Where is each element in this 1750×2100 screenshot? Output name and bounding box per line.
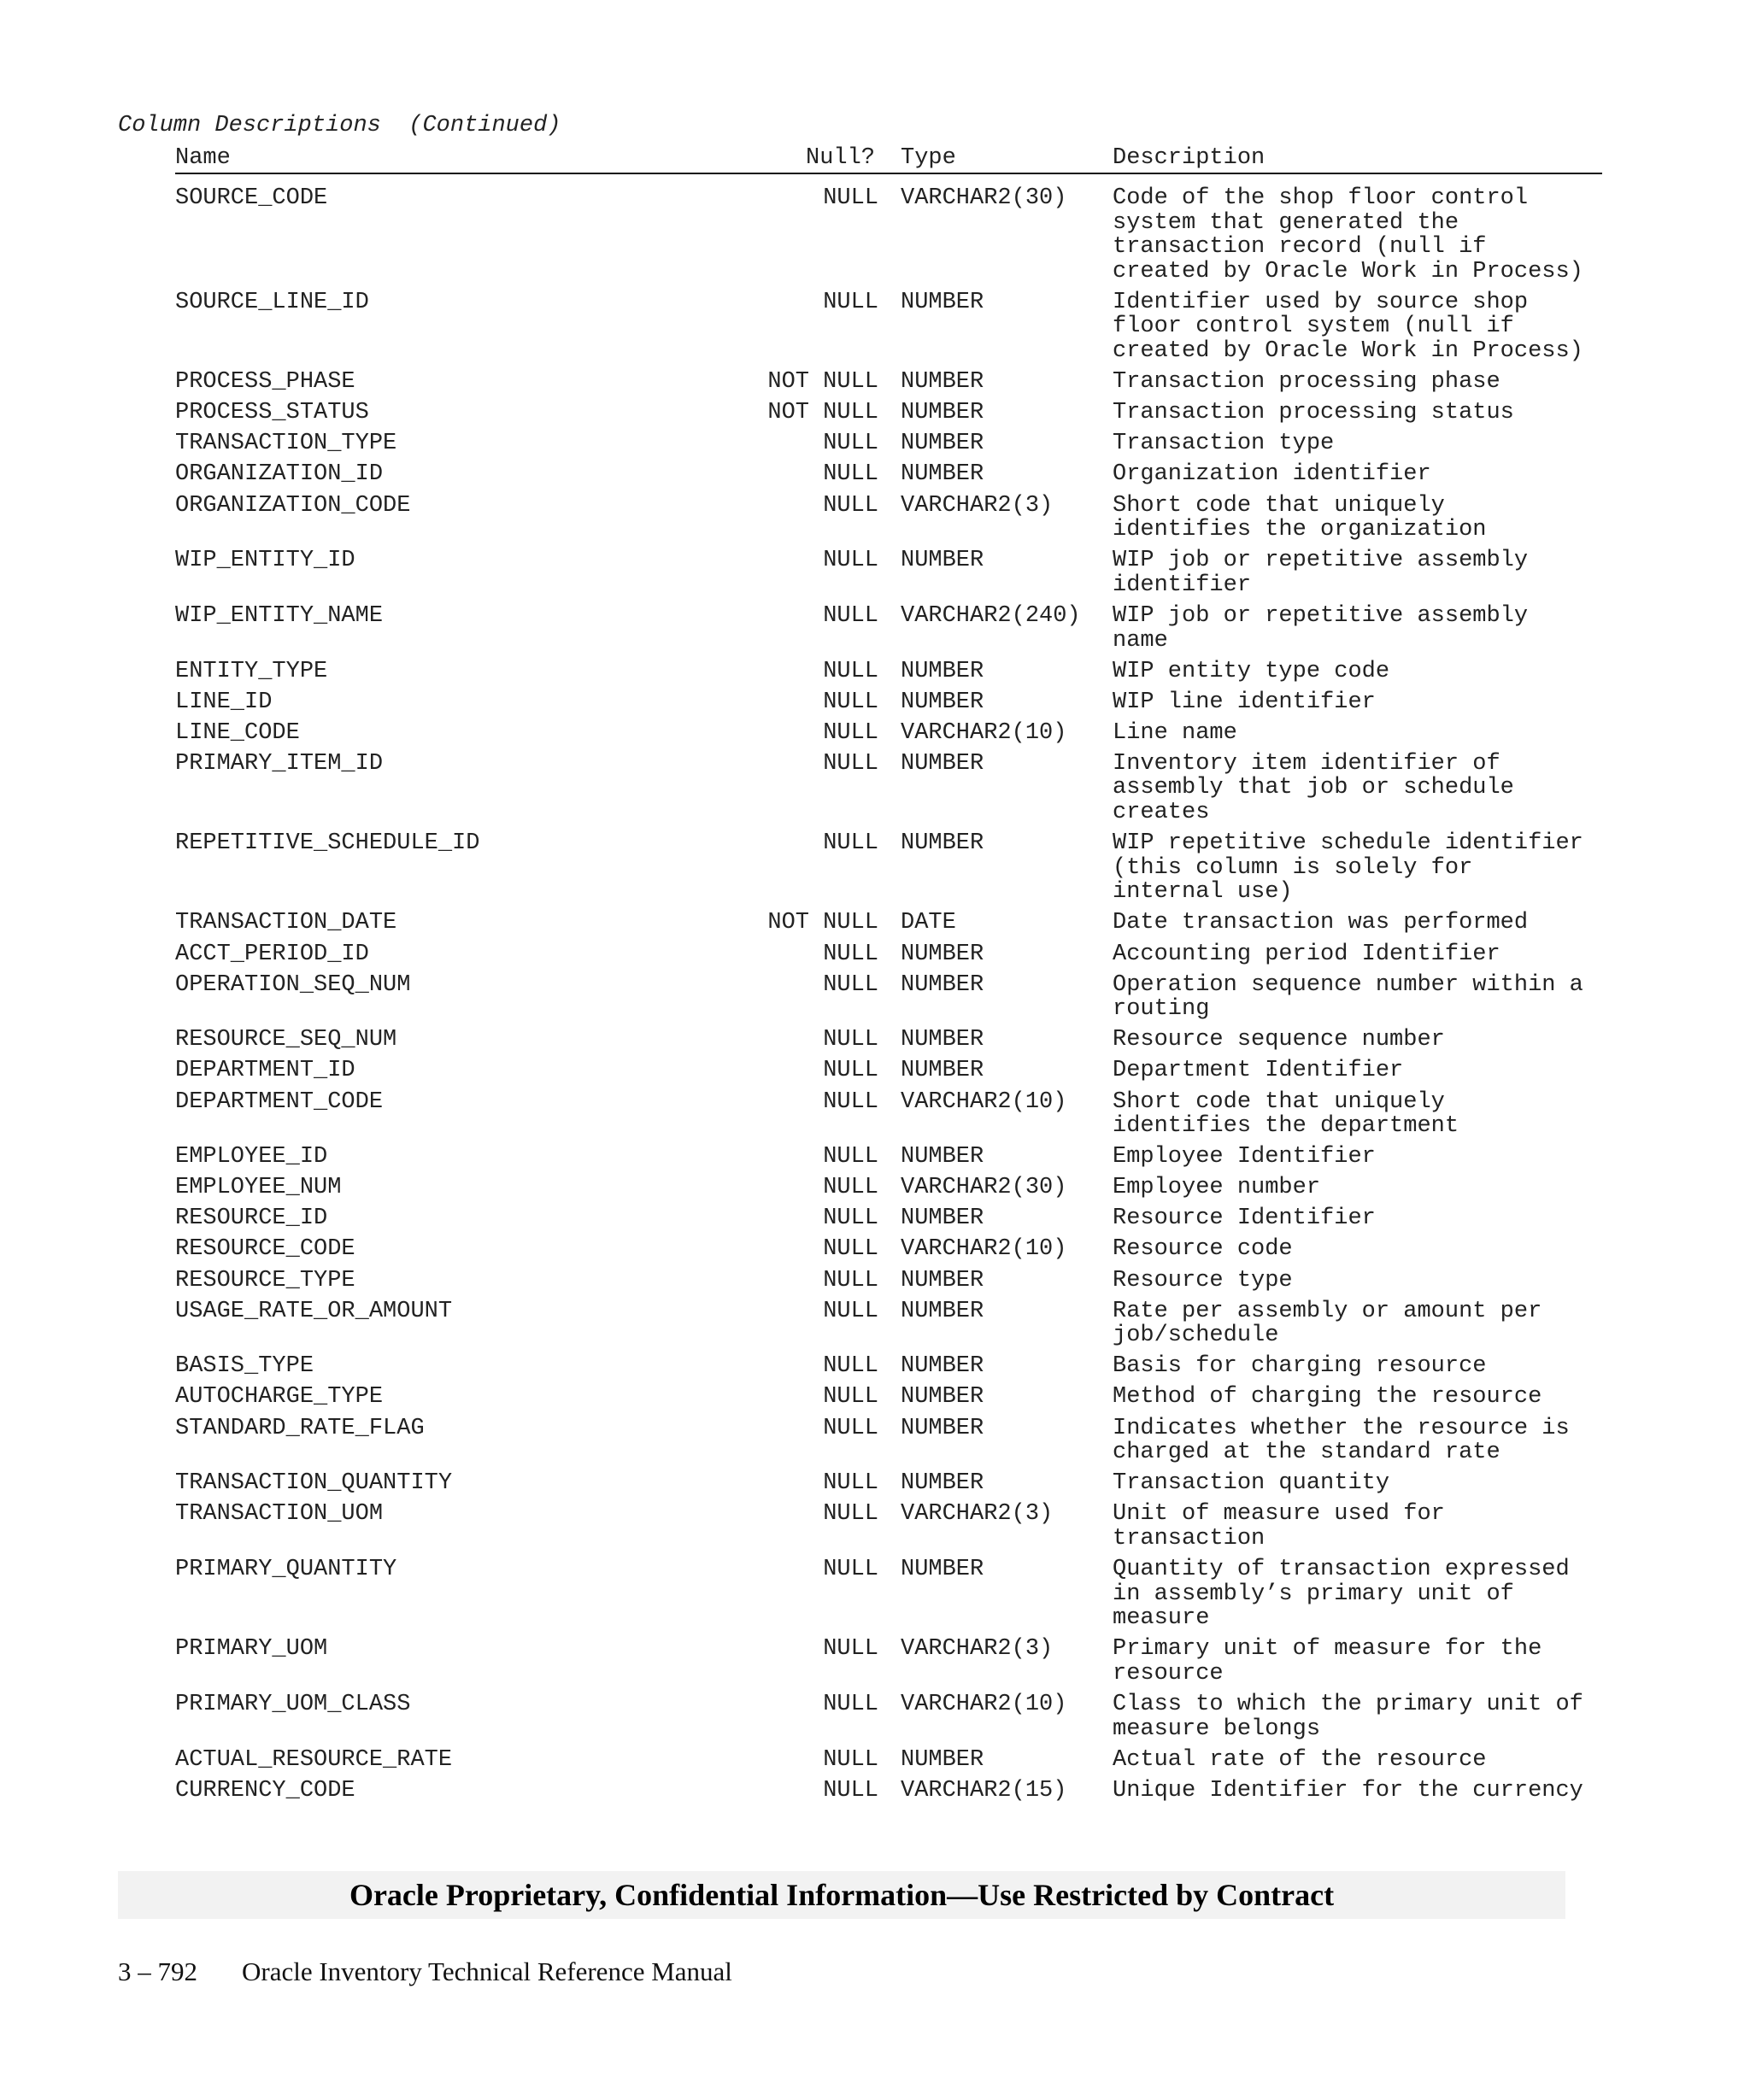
column-description: Class to which the primary unit of measure belongs (1113, 1691, 1583, 1742)
column-type: NUMBER (901, 1470, 984, 1497)
column-description: Line name (1113, 719, 1237, 746)
column-type: NUMBER (901, 1415, 984, 1441)
column-type: NUMBER (901, 1058, 984, 1084)
column-name: PRIMARY_UOM (175, 1636, 328, 1663)
column-name: WIP_ENTITY_ID (175, 548, 355, 574)
table-row (175, 690, 1602, 715)
column-name: EMPLOYEE_ID (175, 1144, 328, 1170)
column-description: Resource sequence number (1113, 1027, 1445, 1053)
null-constraint: NULL (823, 1691, 878, 1717)
column-description: WIP entity type code (1113, 658, 1390, 684)
column-description: Accounting period Identifier (1113, 941, 1500, 967)
column-name: RESOURCE_ID (175, 1205, 328, 1232)
column-type: NUMBER (901, 830, 984, 857)
column-description: Short code that uniquely identifies the organization (1113, 492, 1487, 543)
table-row (175, 1748, 1602, 1773)
table-row (175, 1779, 1602, 1804)
null-constraint: NULL (823, 1058, 878, 1084)
column-name: TRANSACTION_TYPE (175, 431, 397, 457)
column-name: OPERATION_SEQ_NUM (175, 971, 411, 998)
column-name: PROCESS_STATUS (175, 400, 369, 426)
column-type: NUMBER (901, 971, 984, 998)
null-constraint: NULL (823, 1027, 878, 1053)
column-type: NUMBER (901, 941, 984, 967)
column-description: Transaction processing status (1113, 400, 1514, 426)
null-constraint: NULL (823, 1501, 878, 1528)
column-type: NUMBER (901, 1298, 984, 1324)
column-name: ORGANIZATION_CODE (175, 492, 411, 519)
column-description: Resource code (1113, 1236, 1293, 1263)
column-type: VARCHAR2(10) (901, 1236, 1067, 1263)
table-row (175, 604, 1602, 653)
column-description: Unit of measure used for transaction (1113, 1501, 1445, 1552)
column-type: VARCHAR2(10) (901, 1088, 1067, 1115)
column-type: NUMBER (901, 548, 984, 574)
column-name: TRANSACTION_UOM (175, 1501, 384, 1528)
column-name: BASIS_TYPE (175, 1353, 314, 1380)
column-type: NUMBER (901, 1557, 984, 1582)
column-description: Code of the shop floor control system that generated the transaction record (null if created by Oracle Work in Process) (1113, 185, 1583, 284)
table-row (175, 1299, 1602, 1348)
column-description: Unique Identifier for the currency (1113, 1777, 1583, 1804)
column-type: NUMBER (901, 1205, 984, 1232)
null-constraint: NULL (823, 719, 878, 746)
table-row (175, 290, 1602, 364)
column-type: VARCHAR2(3) (901, 1636, 1054, 1663)
column-type: NUMBER (901, 289, 984, 315)
column-description: Resource type (1113, 1267, 1293, 1293)
null-constraint: NULL (823, 1777, 878, 1804)
column-name: TRANSACTION_DATE (175, 910, 397, 936)
null-constraint: NULL (823, 1557, 878, 1582)
table-row (175, 1269, 1602, 1293)
column-description: WIP job or repetitive assembly name (1113, 602, 1529, 654)
column-name: ORGANIZATION_ID (175, 461, 384, 488)
column-description: Employee number (1113, 1175, 1321, 1201)
table-row (175, 1692, 1602, 1741)
table-row (175, 401, 1602, 425)
column-type: DATE (901, 910, 956, 936)
null-constraint: NULL (823, 1746, 878, 1773)
null-constraint: NULL (823, 1353, 878, 1380)
column-description: Method of charging the resource (1113, 1384, 1542, 1411)
column-type: NUMBER (901, 1384, 984, 1411)
column-type: NUMBER (901, 369, 984, 396)
column-type: VARCHAR2(3) (901, 1501, 1054, 1528)
column-name: ACCT_PERIOD_ID (175, 941, 369, 967)
column-name: SOURCE_LINE_ID (175, 289, 369, 315)
table-row (175, 721, 1602, 746)
table-row (175, 831, 1602, 905)
column-description: Identifier used by source shop floor control system (null if created by Oracle Work in Process) (1113, 289, 1583, 365)
column-name: WIP_ENTITY_NAME (175, 602, 384, 629)
column-type: NUMBER (901, 658, 984, 684)
column-name: TRANSACTION_QUANTITY (175, 1470, 453, 1497)
table-row (175, 1028, 1602, 1053)
table-header (175, 145, 1602, 174)
null-constraint: NOT NULL (767, 910, 878, 936)
null-constraint: NULL (823, 289, 878, 315)
column-description: Department Identifier (1113, 1058, 1404, 1084)
table-row (175, 1557, 1602, 1631)
column-description: Inventory item identifier of assembly that job or schedule creates (1113, 750, 1514, 826)
column-type: NUMBER (901, 400, 984, 426)
column-description: Indicates whether the resource is charged at the standard rate (1113, 1415, 1570, 1466)
null-constraint: NOT NULL (767, 369, 878, 396)
table-row (175, 186, 1602, 284)
column-name: ENTITY_TYPE (175, 658, 328, 684)
null-constraint: NULL (823, 1144, 878, 1170)
page-number: 3 – 792 (118, 1956, 197, 1986)
table-row (175, 1637, 1602, 1686)
column-name: RESOURCE_TYPE (175, 1267, 355, 1293)
page-footer (118, 1956, 732, 1987)
null-constraint: NULL (823, 1298, 878, 1324)
column-description: Short code that uniquely identifies the department (1113, 1088, 1459, 1140)
table-row (175, 942, 1602, 967)
null-constraint: NULL (823, 185, 878, 211)
manual-title: Oracle Inventory Technical Reference Manual (242, 1956, 732, 1986)
column-name: RESOURCE_SEQ_NUM (175, 1027, 397, 1053)
column-name: DEPARTMENT_CODE (175, 1088, 384, 1115)
column-type: VARCHAR2(240) (901, 602, 1081, 629)
null-constraint: NULL (823, 1236, 878, 1263)
header-description: Description (1113, 145, 1266, 171)
null-constraint: NULL (823, 1205, 878, 1232)
column-name: PRIMARY_ITEM_ID (175, 750, 384, 777)
column-type: VARCHAR2(3) (901, 492, 1054, 519)
column-name: ACTUAL_RESOURCE_RATE (175, 1746, 453, 1773)
column-type: NUMBER (901, 461, 984, 488)
table-row (175, 1354, 1602, 1379)
column-type: NUMBER (901, 1353, 984, 1380)
table-row (175, 1237, 1602, 1262)
column-name: CURRENCY_CODE (175, 1777, 355, 1804)
null-constraint: NULL (823, 830, 878, 857)
column-description: WIP repetitive schedule identifier (this column is solely for internal use) (1113, 830, 1583, 906)
column-name: DEPARTMENT_ID (175, 1058, 355, 1084)
null-constraint: NULL (823, 1088, 878, 1115)
column-type: NUMBER (901, 750, 984, 777)
column-type: NUMBER (901, 431, 984, 457)
column-name: EMPLOYEE_NUM (175, 1175, 342, 1201)
table-row (175, 752, 1602, 825)
null-constraint: NULL (823, 1470, 878, 1497)
null-constraint: NULL (823, 750, 878, 777)
column-name: PRIMARY_UOM_CLASS (175, 1691, 411, 1717)
column-type: NUMBER (901, 1746, 984, 1773)
column-name: SOURCE_CODE (175, 185, 328, 211)
column-name: LINE_ID (175, 689, 273, 715)
column-name: REPETITIVE_SCHEDULE_ID (175, 830, 480, 857)
table-row (175, 462, 1602, 487)
column-description: Primary unit of measure for the resource (1113, 1636, 1542, 1686)
table-row (175, 1145, 1602, 1170)
header-null: Null? (806, 145, 876, 171)
null-constraint: NULL (823, 1415, 878, 1441)
null-constraint: NULL (823, 492, 878, 519)
table-row (175, 494, 1602, 543)
table-row (175, 1417, 1602, 1465)
column-description: Transaction processing phase (1113, 369, 1500, 396)
header-name: Name (175, 145, 231, 171)
column-type: VARCHAR2(30) (901, 1175, 1067, 1201)
column-description: WIP job or repetitive assembly identifier (1113, 548, 1529, 598)
column-description: Resource Identifier (1113, 1205, 1376, 1232)
column-description: Date transaction was performed (1113, 910, 1529, 936)
column-name: USAGE_RATE_OR_AMOUNT (175, 1298, 453, 1324)
table-row (175, 1206, 1602, 1231)
column-type: NUMBER (901, 1027, 984, 1053)
null-constraint: NULL (823, 548, 878, 574)
column-name: LINE_CODE (175, 719, 300, 746)
null-constraint: NULL (823, 941, 878, 967)
column-description: Organization identifier (1113, 461, 1431, 488)
column-rows (175, 186, 1602, 1810)
section-title: Column Descriptions (Continued) (118, 113, 561, 138)
table-row (175, 370, 1602, 395)
column-type: NUMBER (901, 1144, 984, 1170)
table-row (175, 1090, 1602, 1139)
table-row (175, 1471, 1602, 1496)
null-constraint: NULL (823, 1384, 878, 1411)
null-constraint: NULL (823, 1267, 878, 1293)
confidential-notice: Oracle Proprietary, Confidential Information––Use Restricted by Contract (118, 1871, 1565, 1919)
null-constraint: NULL (823, 1175, 878, 1201)
column-description: Transaction quantity (1113, 1470, 1390, 1497)
null-constraint: NOT NULL (767, 400, 878, 426)
column-description: Transaction type (1113, 431, 1335, 457)
column-description: Actual rate of the resource (1113, 1746, 1487, 1773)
table-row (175, 973, 1602, 1022)
column-description: Quantity of transaction expressed in assembly’s primary unit of measure (1113, 1557, 1570, 1632)
table-row (175, 1176, 1602, 1200)
column-name: PRIMARY_QUANTITY (175, 1557, 397, 1582)
table-row (175, 1059, 1602, 1083)
null-constraint: NULL (823, 658, 878, 684)
null-constraint: NULL (823, 689, 878, 715)
column-name: STANDARD_RATE_FLAG (175, 1415, 425, 1441)
null-constraint: NULL (823, 602, 878, 629)
column-type: VARCHAR2(10) (901, 719, 1067, 746)
column-type: VARCHAR2(10) (901, 1691, 1067, 1717)
table-row (175, 431, 1602, 456)
column-type: NUMBER (901, 689, 984, 715)
column-name: RESOURCE_CODE (175, 1236, 355, 1263)
column-type: NUMBER (901, 1267, 984, 1293)
column-description: Basis for charging resource (1113, 1353, 1487, 1380)
header-type: Type (901, 145, 956, 171)
table-row (175, 660, 1602, 684)
column-description: Employee Identifier (1113, 1144, 1376, 1170)
column-description: WIP line identifier (1113, 689, 1376, 715)
table-row (175, 548, 1602, 597)
column-name: PROCESS_PHASE (175, 369, 355, 396)
null-constraint: NULL (823, 1636, 878, 1663)
column-type: VARCHAR2(30) (901, 185, 1067, 211)
column-type: VARCHAR2(15) (901, 1777, 1067, 1804)
column-name: AUTOCHARGE_TYPE (175, 1384, 384, 1411)
null-constraint: NULL (823, 461, 878, 488)
table-row (175, 1385, 1602, 1410)
column-description: Rate per assembly or amount per job/schedule (1113, 1298, 1542, 1349)
table-row (175, 1502, 1602, 1551)
table-row (175, 911, 1602, 936)
column-description: Operation sequence number within a routing (1113, 971, 1583, 1023)
null-constraint: NULL (823, 971, 878, 998)
null-constraint: NULL (823, 431, 878, 457)
